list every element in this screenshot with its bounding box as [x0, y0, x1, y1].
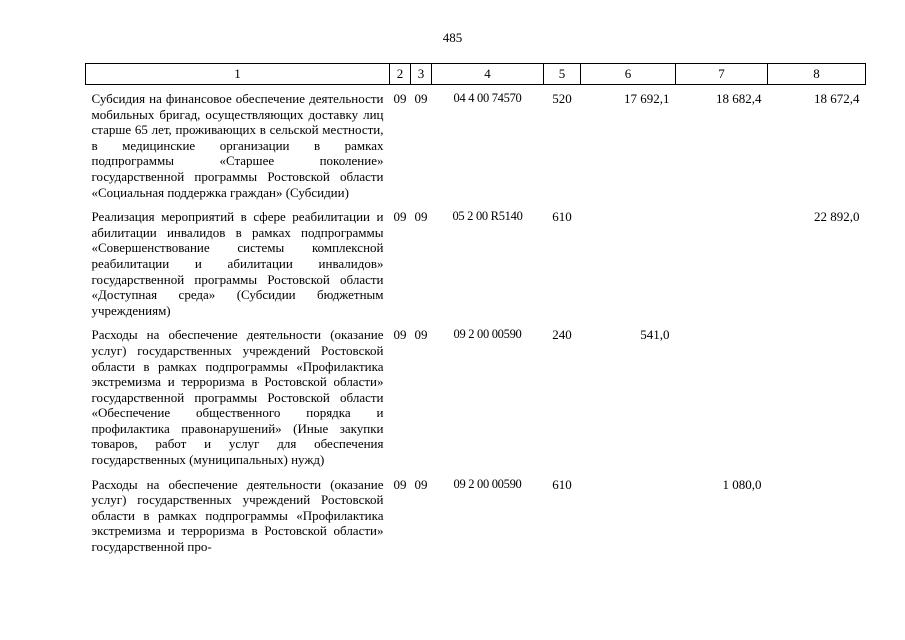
column-header: 6 — [581, 64, 676, 85]
cell-amount-col7 — [676, 327, 768, 476]
column-header: 8 — [768, 64, 866, 85]
cell-section: 09 — [393, 476, 407, 492]
budget-table — [85, 63, 866, 564]
row-description: Расходы на обеспечение деятельности (оказание услуг) государственных учреждений Ростовской области в рамках подпрограммы «Профилактика экстремизма и терроризма в Ростовской области» государственной про- — [91, 476, 384, 555]
cell-amount-col7 — [676, 209, 768, 327]
row-description: Расходы на обеспечение деятельности (оказание услуг) государственных учреждений Ростовской области в рамках подпрограммы «Профилактика экстремизма и терроризма в Ростовской области» государственной программы Ростовской области «Обеспечение общественного порядка и профилактика правонарушений» (Иные закупки товаров, работ и услуг для обеспечения государственных (муниципальных) нужд) — [91, 327, 384, 468]
column-header: 4 — [432, 64, 544, 85]
column-header: 3 — [411, 64, 432, 85]
cell-amount-col8: 18 672,4 — [814, 91, 860, 106]
cell-expense-type: 520 — [552, 91, 572, 106]
table-row — [86, 209, 866, 327]
row-description: Субсидия на финансовое обеспечение деятельности мобильных бригад, осуществляющих доставку лиц старше 65 лет, проживающих в сельской местности, в медицинские организации в рамках подпрограммы «Старшее поколение» государственной программы Ростовской области «Социальная поддержка граждан» (Субсидии) — [91, 91, 384, 200]
table-header-row — [86, 64, 866, 85]
cell-section: 09 — [393, 91, 407, 106]
cell-target-code: 09 2 00 00590 — [453, 327, 522, 342]
cell-expense-type: 240 — [552, 327, 572, 343]
cell-amount-col7: 1 080,0 — [722, 476, 762, 492]
cell-amount-col6: 541,0 — [640, 327, 670, 343]
table-row — [86, 327, 866, 476]
page-number: 485 — [442, 30, 463, 45]
table-row — [86, 477, 866, 564]
cell-subsection: 09 — [414, 327, 428, 343]
column-header: 1 — [86, 64, 390, 85]
cell-subsection: 09 — [414, 91, 428, 106]
cell-amount-col8 — [768, 477, 866, 564]
column-header: 5 — [544, 64, 581, 85]
cell-amount-col6 — [581, 209, 676, 327]
row-description: Реализация мероприятий в сфере реабилитации и абилитации инвалидов в рамках подпрограммы «Совершенствование системы комплексной реабилитации и абилитации инвалидов» государственной программы Ростовской области «Доступная среда» (Субсидии бюджетным учреждениям) — [91, 209, 384, 318]
cell-amount-col8 — [768, 327, 866, 476]
cell-subsection: 09 — [414, 209, 428, 225]
cell-target-code: 04 4 00 74570 — [453, 91, 522, 105]
cell-amount-col6: 17 692,1 — [624, 91, 670, 106]
cell-amount-col8: 22 892,0 — [814, 209, 860, 225]
column-header: 2 — [390, 64, 411, 85]
cell-expense-type: 610 — [552, 209, 572, 225]
cell-section: 09 — [393, 327, 407, 343]
column-header: 7 — [676, 64, 768, 85]
table-row — [86, 85, 866, 210]
cell-amount-col7: 18 682,4 — [716, 91, 762, 106]
cell-amount-col6 — [581, 477, 676, 564]
cell-section: 09 — [393, 209, 407, 225]
cell-expense-type: 610 — [552, 476, 572, 492]
cell-subsection: 09 — [414, 476, 428, 492]
cell-target-code: 09 2 00 00590 — [453, 476, 522, 491]
cell-target-code: 05 2 00 R5140 — [452, 209, 523, 224]
